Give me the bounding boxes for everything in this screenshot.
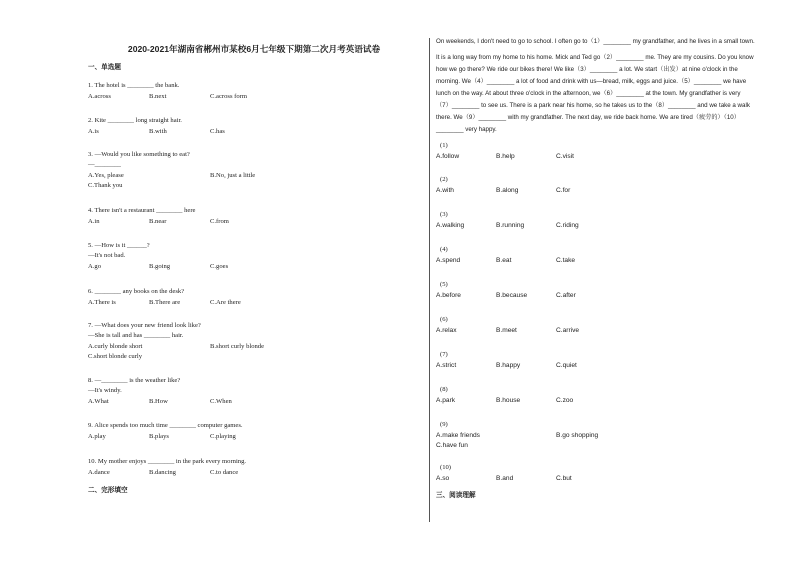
- passage-line: there. We（9）________ with my grandfather. The next day, we ride back home. We are tired（疲劳的）（10）: [436, 114, 740, 121]
- cloze-option[interactable]: B.house: [496, 397, 521, 404]
- cloze-option[interactable]: B.help: [496, 153, 515, 160]
- cloze-option[interactable]: A.make friends: [436, 432, 480, 439]
- question-stem: 3. —Would you like something to eat?: [88, 151, 190, 158]
- cloze-option[interactable]: B.and: [496, 475, 514, 482]
- cloze-option[interactable]: C.zoo: [556, 397, 574, 404]
- answer-option[interactable]: B.short curly blonde: [210, 343, 265, 350]
- question-line: —It's windy.: [88, 387, 122, 394]
- cloze-option[interactable]: A.relax: [436, 327, 457, 334]
- question-line: —________: [88, 161, 121, 168]
- passage-line: （7）________ to see us. There is a park near his home, so he takes us to the（8）________ and we take a walk: [436, 102, 750, 109]
- answer-option[interactable]: C.from: [210, 218, 229, 225]
- answer-option[interactable]: C.goes: [210, 263, 229, 270]
- cloze-option[interactable]: A.walking: [436, 222, 465, 229]
- cloze-number: (7): [440, 351, 448, 358]
- answer-option[interactable]: B.No, just a little: [210, 172, 256, 179]
- page-title: 2020-2021年湖南省郴州市某校6月七年级下期第二次月考英语试卷: [127, 44, 381, 54]
- answer-option[interactable]: C.Thank you: [88, 182, 123, 189]
- section-heading-cloze: 二、完形填空: [88, 487, 128, 494]
- cloze-option[interactable]: C.arrive: [556, 327, 580, 334]
- cloze-number: (4): [440, 246, 448, 253]
- answer-option[interactable]: B.next: [149, 93, 167, 100]
- cloze-option[interactable]: C.quiet: [556, 362, 577, 369]
- answer-option[interactable]: A.go: [88, 263, 102, 270]
- cloze-option[interactable]: C.have fun: [436, 442, 468, 449]
- cloze-option[interactable]: B.happy: [496, 362, 521, 369]
- answer-option[interactable]: C.to dance: [210, 469, 239, 476]
- cloze-number: (1): [440, 142, 448, 149]
- cloze-number: (10): [440, 464, 451, 471]
- cloze-option[interactable]: B.meet: [496, 327, 517, 334]
- answer-option[interactable]: A.Yes, please: [88, 172, 124, 179]
- question-stem: 5. —How is it ______?: [88, 242, 150, 249]
- question-stem: 8. —________ is the weather like?: [88, 377, 181, 384]
- cloze-number: (3): [440, 211, 448, 218]
- answer-option[interactable]: A.across: [88, 93, 111, 100]
- cloze-option[interactable]: A.spend: [436, 257, 461, 264]
- cloze-number: (9): [440, 421, 448, 428]
- section-heading-reading: 三、阅读理解: [436, 492, 476, 499]
- section-heading-single-choice: 一、单选题: [88, 64, 121, 71]
- cloze-option[interactable]: A.follow: [436, 153, 460, 160]
- answer-option[interactable]: C.short blonde curly: [88, 353, 143, 360]
- question-stem: 6. ________ any books on the desk?: [88, 288, 185, 295]
- cloze-number: (5): [440, 281, 448, 288]
- answer-option[interactable]: A.is: [88, 128, 99, 135]
- cloze-option[interactable]: C.for: [556, 187, 571, 194]
- cloze-number: (2): [440, 176, 448, 183]
- question-stem: 7. —What does your new friend look like?: [88, 322, 201, 329]
- question-line: —She is tall and has ________ hair.: [88, 332, 184, 339]
- answer-option[interactable]: A.in: [88, 218, 100, 225]
- answer-option[interactable]: B.with: [149, 128, 167, 135]
- cloze-option[interactable]: B.eat: [496, 257, 512, 264]
- cloze-option[interactable]: B.along: [496, 187, 519, 194]
- cloze-option[interactable]: A.park: [436, 397, 456, 404]
- cloze-option[interactable]: B.go shopping: [556, 432, 599, 439]
- question-stem: 2. Kite ________ long straight hair.: [88, 117, 182, 124]
- column-divider: [429, 38, 430, 522]
- question-stem: 10. My mother enjoys ________ in the park every morning.: [88, 458, 247, 465]
- cloze-option[interactable]: C.take: [556, 257, 576, 264]
- answer-option[interactable]: A.play: [88, 433, 106, 440]
- cloze-option[interactable]: C.but: [556, 475, 572, 482]
- answer-option[interactable]: C.has: [210, 128, 225, 135]
- answer-option[interactable]: A.There is: [88, 299, 116, 306]
- cloze-number: (6): [440, 316, 448, 323]
- answer-option[interactable]: C.across form: [210, 93, 247, 100]
- answer-option[interactable]: B.How: [149, 398, 168, 405]
- answer-option[interactable]: C.playing: [210, 433, 236, 440]
- cloze-option[interactable]: C.visit: [556, 153, 574, 160]
- cloze-option[interactable]: A.so: [436, 475, 450, 482]
- passage-line: ________ very happy.: [436, 126, 497, 133]
- answer-option[interactable]: A.What: [88, 398, 109, 405]
- passage-line: It is a long way from my home to his home. Mick and Ted go（2）________ me. They are my cousins. Do you know: [436, 54, 754, 61]
- passage-line: On weekends, I don't need to go to school. I often go to（1）________ my grandfather, and he lives in a small town.: [436, 38, 755, 45]
- question-line: —It's not bad.: [88, 252, 126, 259]
- answer-option[interactable]: A.curly blonde short: [88, 343, 143, 350]
- answer-option[interactable]: B.going: [149, 263, 171, 270]
- question-stem: 1. The hotel is ________ the bank.: [88, 82, 180, 89]
- cloze-option[interactable]: C.riding: [556, 222, 579, 229]
- question-stem: 4. There isn't a restaurant ________ here: [88, 207, 196, 214]
- passage-line: morning. We（4）________ a lot of food and drink with us—bread, milk, eggs and juice.（5）________ we have: [436, 78, 747, 85]
- cloze-option[interactable]: A.with: [436, 187, 454, 194]
- answer-option[interactable]: B.plays: [149, 433, 169, 440]
- answer-option[interactable]: B.dancing: [149, 469, 176, 476]
- cloze-number: (8): [440, 386, 448, 393]
- answer-option[interactable]: A.dance: [88, 469, 110, 476]
- cloze-option[interactable]: B.because: [496, 292, 528, 299]
- answer-option[interactable]: C.When: [210, 398, 232, 405]
- question-stem: 9. Alice spends too much time ________ computer games.: [88, 422, 243, 429]
- cloze-option[interactable]: A.before: [436, 292, 461, 299]
- answer-option[interactable]: B.near: [149, 218, 167, 225]
- cloze-option[interactable]: B.running: [496, 222, 525, 229]
- answer-option[interactable]: C.Are there: [210, 299, 241, 306]
- cloze-option[interactable]: C.after: [556, 292, 576, 299]
- answer-option[interactable]: B.There are: [149, 299, 181, 306]
- passage-line: how we go there? We ride our bikes there! We like（3）________ a lot. We start（出发）at nine o'clock in the: [436, 66, 738, 73]
- cloze-option[interactable]: A.strict: [436, 362, 457, 369]
- passage-line: lunch on the way. At about three o'clock in the afternoon, we（6）________ at the town. My grandfather is very: [436, 90, 741, 97]
